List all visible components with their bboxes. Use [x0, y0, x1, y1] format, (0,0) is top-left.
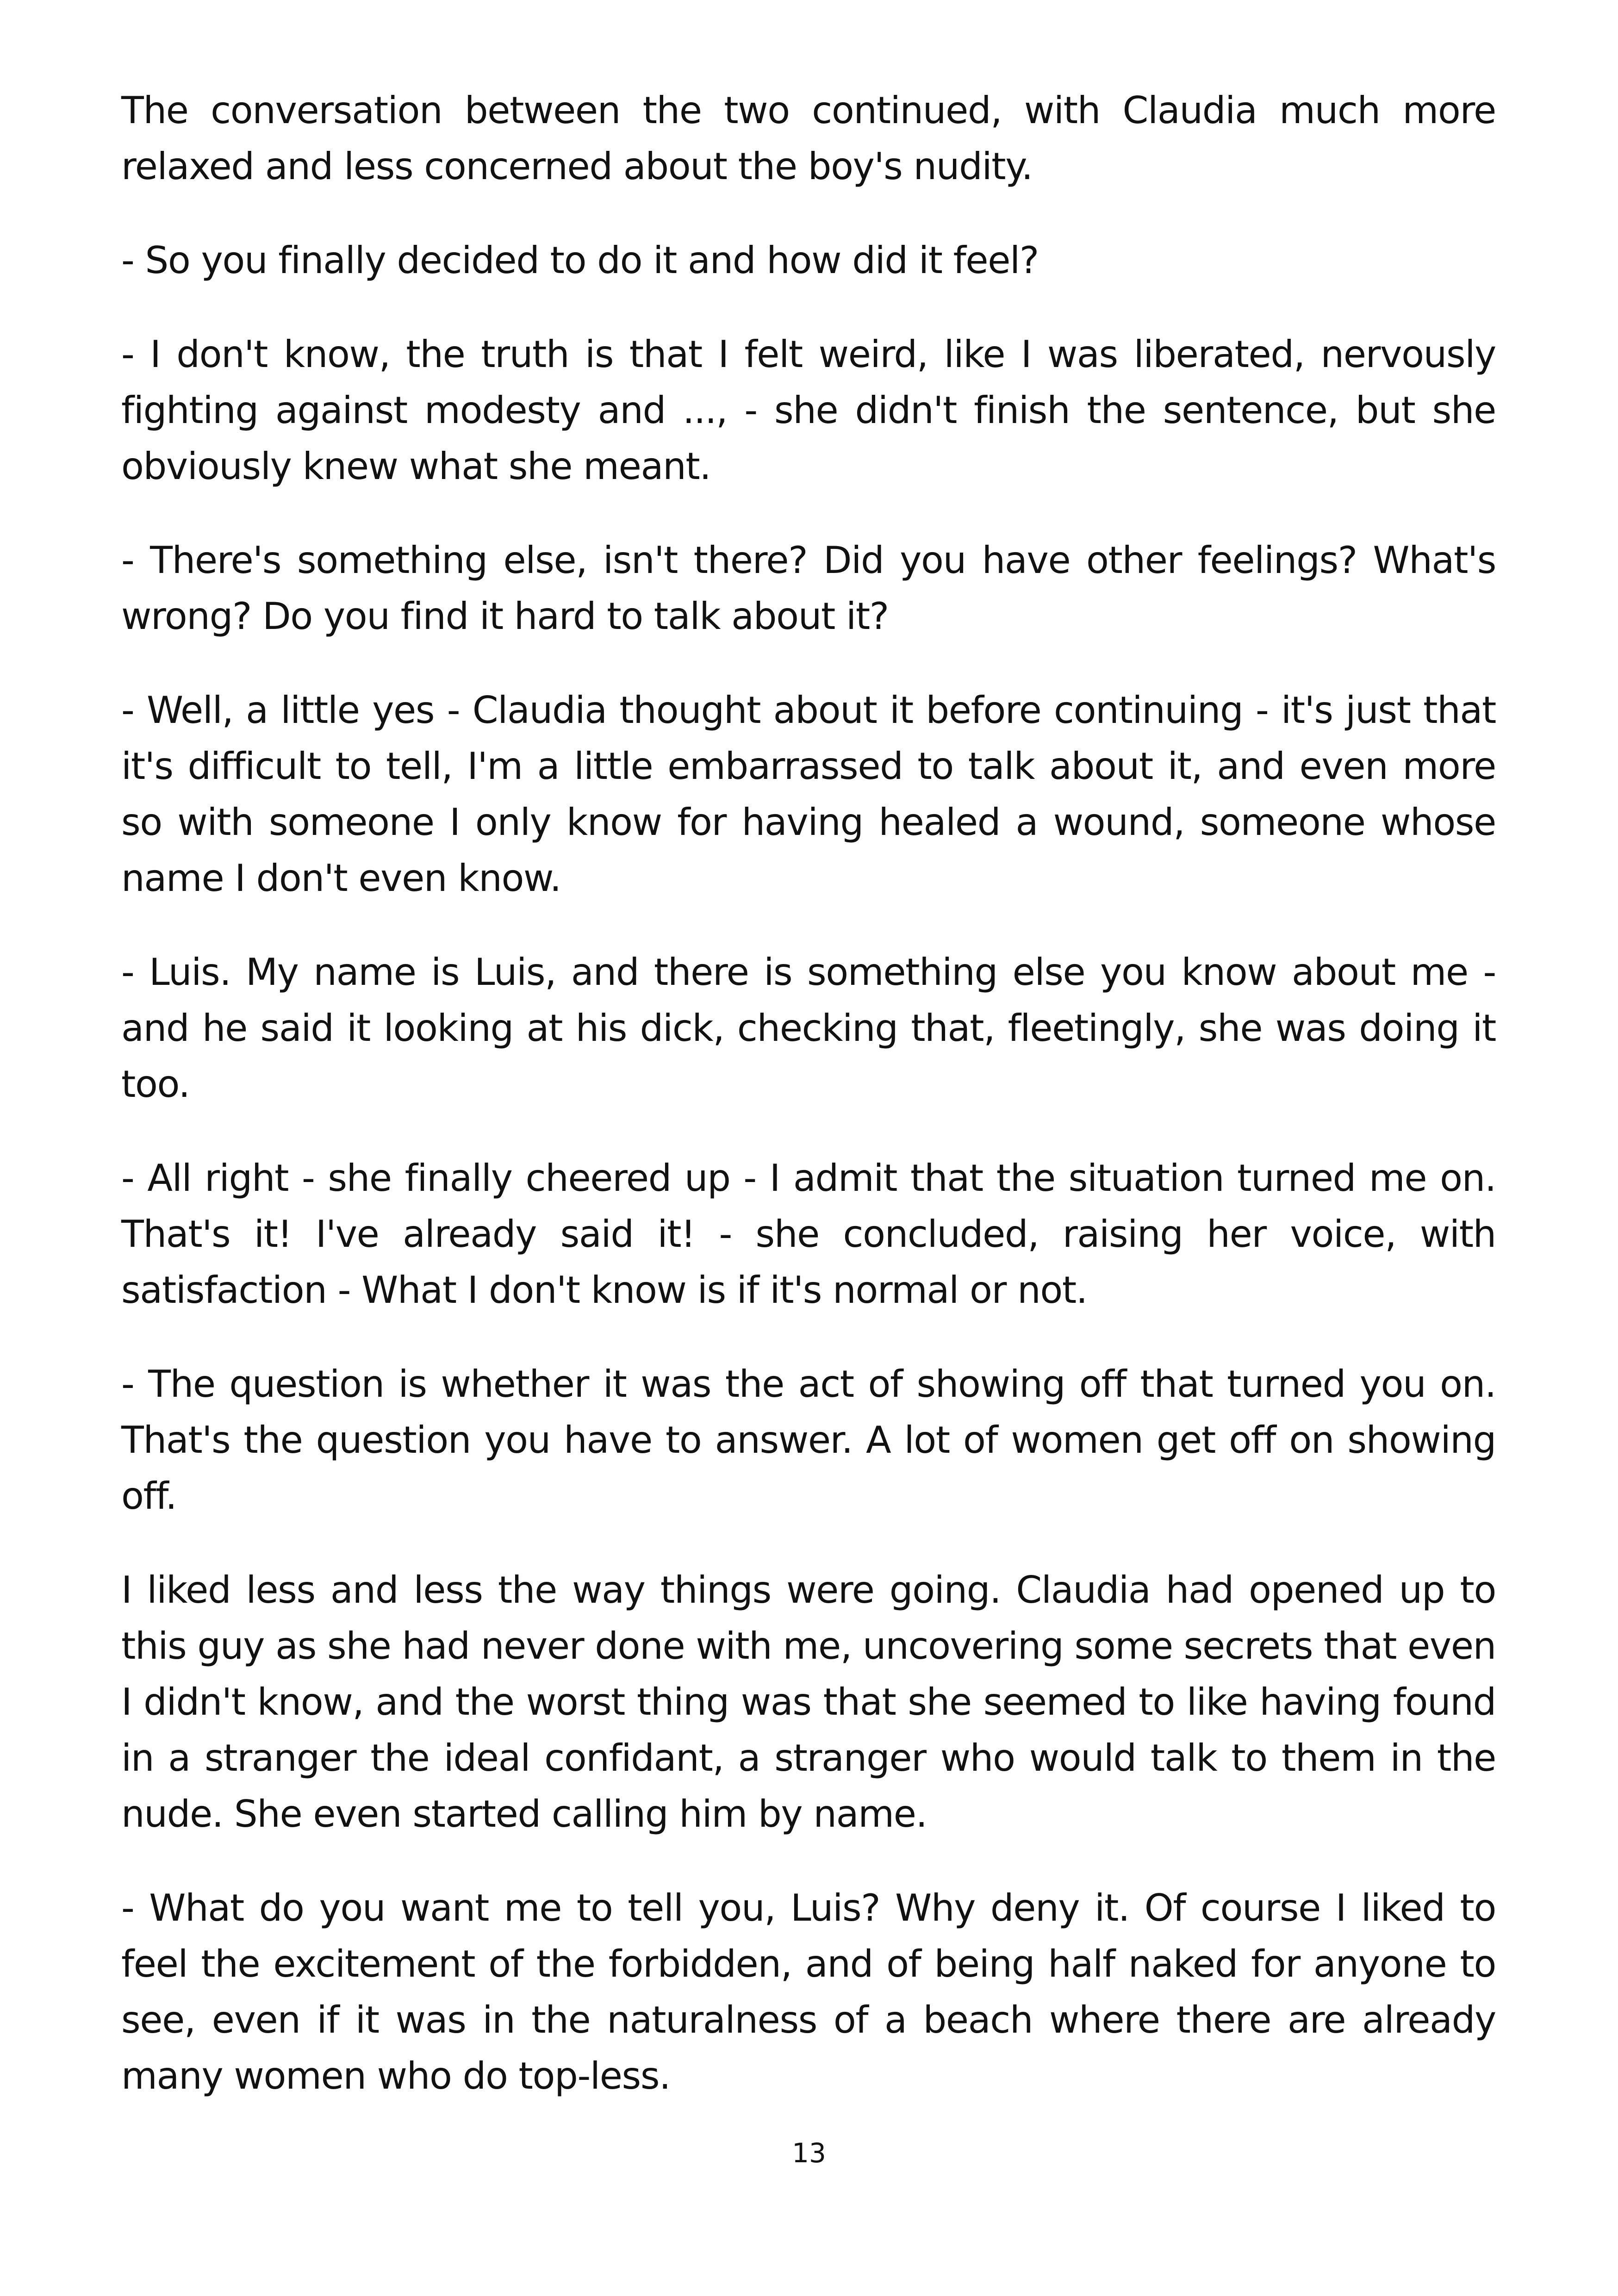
page-number: 13 — [792, 2137, 826, 2169]
paragraph-10: - What do you want me to tell you, Luis? Why deny it. Of course I liked to feel the excitement of the forbidden, and of being half naked for anyone to see, even if it was in the naturalness of a beach where there are already many women who do top-less. — [121, 1886, 1496, 2097]
paragraph-7: - All right - she finally cheered up - I admit that the situation turned me on. That's it! I've already said it! - she concluded, raising her voice, with satisfaction - What I don't know is if it's normal or not. — [121, 1157, 1496, 1312]
paragraph-2: - So you finally decided to do it and how did it feel? — [121, 239, 1039, 282]
paragraph-1: The conversation between the two continued, with Claudia much more relaxed and less concerned about the boy's nudity. — [121, 89, 1496, 188]
paragraph-5: - Well, a little yes - Claudia thought about it before continuing - it's just that it's difficult to tell, I'm a little embarrassed to talk about it, and even more so with someone I only know for having healed a wound, someone whose name I don't even know. — [121, 689, 1496, 900]
paragraph-4: - There's something else, isn't there? Did you have other feelings? What's wrong? Do you find it hard to talk about it? — [121, 539, 1496, 638]
paragraph-8: - The question is whether it was the act of showing off that turned you on. That's the question you have to answer. A lot of women get off on showing off. — [121, 1363, 1496, 1518]
body-text — [121, 82, 1496, 2142]
paragraph-6: - Luis. My name is Luis, and there is something else you know about me - and he said it looking at his dick, checking that, fleetingly, she was doing it too. — [121, 951, 1496, 1106]
paragraph-9: I liked less and less the way things were going. Claudia had opened up to this guy as she had never done with me, uncovering some secrets that even I didn't know, and the worst thing was that she seemed to like having found in a stranger the ideal confidant, a stranger who would talk to them in the nude. She even started calling him by name. — [121, 1568, 1496, 1836]
paragraph-3: - I don't know, the truth is that I felt weird, like I was liberated, nervously fighting against modesty and ..., - she didn't finish the sentence, but she obviously knew what she meant. — [121, 333, 1496, 488]
